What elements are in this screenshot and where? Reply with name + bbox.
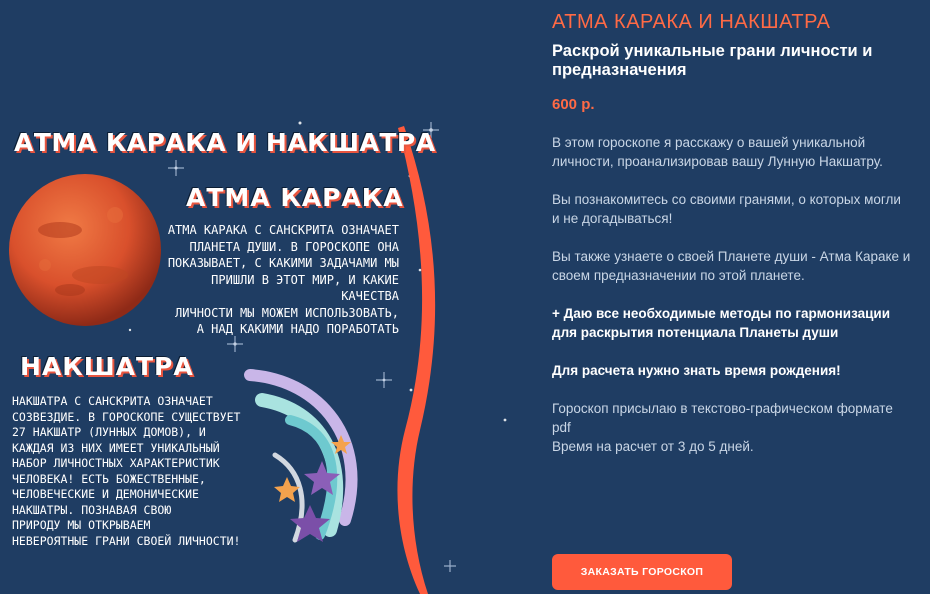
delivery-format: Гороскоп присылаю в текстово-графическом формате pdf — [552, 401, 893, 435]
product-details — [552, 0, 924, 594]
nak-text-line: НАКШАТРЫ. ПОЗНАВАЯ СВОЮ — [12, 502, 172, 517]
nak-text-line: НЕВЕРОЯТНЫЕ ГРАНИ СВОЕЙ ЛИЧНОСТИ! — [12, 533, 241, 548]
birth-time-notice: Для расчета нужно знать время рождения! — [552, 363, 841, 378]
order-horoscope-button[interactable]: ЗАКАЗАТЬ ГОРОСКОП — [552, 554, 732, 590]
planet-mars-illustration — [9, 174, 161, 326]
nakshatra-heading: НАКШАТРА — [20, 352, 194, 381]
sparkle-icon — [299, 122, 302, 125]
sparkle-icon — [444, 560, 456, 572]
sparkle-icon — [410, 389, 413, 392]
sparkle-icon — [419, 269, 422, 272]
illustration-title: АТМА КАРАКА И НАКШАТРА — [14, 128, 436, 157]
sparkle-icon — [227, 336, 243, 352]
nak-text-line: ЧЕЛОВЕЧЕСКИЕ И ДЕМОНИЧЕСКИЕ — [12, 487, 199, 501]
atma-karaka-description — [159, 222, 399, 338]
nak-text-line: КАЖДАЯ ИЗ НИХ ИМЕЕТ УНИКАЛЬНЫЙ — [12, 440, 220, 455]
nak-text-line: НАКШАТРА С САНСКРИТА ОЗНАЧАЕТ — [12, 394, 213, 408]
product-subtitle: Раскрой уникальные грани личности и предназначения — [552, 42, 873, 79]
nakshatra-description — [12, 394, 272, 549]
description-paragraph: Вы также узнаете о своей Планете души - Атма Караке и своем предназначении по этой планете. — [552, 249, 911, 283]
sparkle-icon — [129, 329, 131, 331]
atma-karaka-heading: АТМА КАРАКА — [186, 183, 404, 212]
sparkle-icon — [376, 372, 392, 388]
sparkle-icon — [168, 160, 184, 176]
description-paragraph: В этом гороскопе я расскажу о вашей уникальной личности, проанализировав вашу Лунную Накшатру. — [552, 135, 883, 169]
product-price: 600 р. — [552, 96, 595, 113]
nak-text-line: ПРИРОДУ МЫ ОТКРЫВАЕМ — [12, 518, 151, 532]
atma-text-line: ПРИШЛИ В ЭТОТ МИР, И КАКИЕ КАЧЕСТВА — [211, 272, 399, 303]
description-paragraph: Вы познакомитесь со своими гранями, о которых могли и не догадываться! — [552, 192, 901, 226]
product-description — [552, 133, 912, 456]
sparkle-icon — [504, 419, 507, 422]
atma-text-line: А НАД КАКИМИ НАДО ПОРАБОТАТЬ — [196, 322, 399, 336]
product-title: АТМА КАРАКА И НАКШАТРА — [552, 11, 831, 33]
nak-text-line: ЧЕЛОВЕКА! ЕСТЬ БОЖЕСТВЕННЫЕ, — [12, 471, 206, 486]
delivery-time: Время на расчет от 3 до 5 дней. — [552, 439, 754, 454]
description-paragraph-bold: + Даю все необходимые методы по гармонизации для раскрытия потенциала Планеты души — [552, 306, 891, 340]
atma-text-line: ПОКАЗЫВАЕТ, С КАКИМИ ЗАДАЧАМИ МЫ — [167, 256, 399, 270]
atma-text-line: ЛИЧНОСТИ МЫ МОЖЕМ ИСПОЛЬЗОВАТЬ, — [175, 305, 399, 320]
nak-text-line: СОЗВЕЗДИЕ. В ГОРОСКОПЕ СУЩЕСТВУЕТ — [12, 409, 241, 424]
atma-text-line: АТМА КАРАКА С САНСКРИТА ОЗНАЧАЕТ — [167, 223, 399, 237]
atma-text-line: ПЛАНЕТА ДУШИ. В ГОРОСКОПЕ ОНА — [189, 239, 399, 254]
nak-text-line: НАБОР ЛИЧНОСТНЫХ ХАРАКТЕРИСТИК — [12, 456, 220, 470]
nak-text-line: 27 НАКШАТР (ЛУННЫХ ДОМОВ), И — [12, 425, 206, 439]
